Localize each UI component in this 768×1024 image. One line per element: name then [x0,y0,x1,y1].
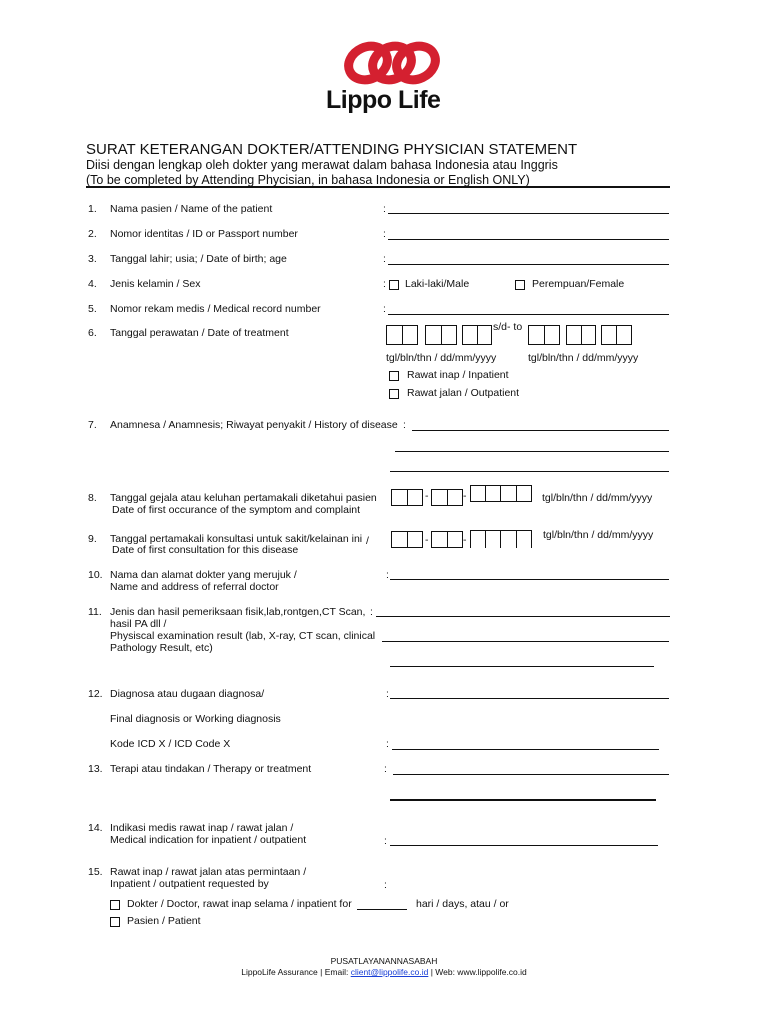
treatment-date-label: Tanggal perawatan / Date of treatment [110,327,289,339]
slash: / [366,535,369,547]
item-number: 15. [88,866,103,878]
date-box-divider [407,531,408,548]
date-box-divider [500,485,501,502]
patient-name-field[interactable] [388,213,669,214]
first-symptom-label-en: Date of first occurance of the symptom and complaint [112,504,361,516]
footer-email-link[interactable]: client@lippolife.co.id [350,967,429,977]
patient-request-checkbox[interactable] [110,917,120,927]
outpatient-option-label: Rawat jalan / Outpatient [407,387,520,399]
item-number: 2. [88,228,97,240]
footer-service-center: PUSATLAYANANNASABAH [330,956,438,966]
date-to-format-hint: tgl/bln/thn / dd/mm/yyyy [528,352,639,364]
colon: : [384,763,387,775]
colon: : [384,835,387,847]
first-symptom-label: Tanggal gejala atau keluhan pertamakali diketahui pasien [110,492,377,504]
item-number: 8. [88,492,97,504]
date-box-divider [441,325,442,345]
referral-doctor-label: Nama dan alamat dokter yang merujuk / [110,569,297,581]
colon: : [370,606,373,618]
male-option-label: Laki-laki/Male [405,278,470,290]
colon: : [384,879,387,891]
exam-result-label-3: Physiscal examination result (lab, X-ray, CT scan, clinical [110,630,376,642]
date-from-format-hint: tgl/bln/thn / dd/mm/yyyy [386,352,497,364]
dob-field[interactable] [388,264,669,265]
patient-request-label: Pasien / Patient [127,915,201,927]
female-option-label: Perempuan/Female [532,278,625,290]
requested-by-label: Rawat inap / rawat jalan atas permintaan / [110,866,307,878]
referral-doctor-field[interactable] [390,579,669,580]
exam-result-field-line-1[interactable] [376,616,670,617]
date-box-divider [485,485,486,502]
date-dash: - [463,490,467,502]
colon: : [383,203,386,215]
colon: : [386,688,389,700]
date-box-divider [516,485,517,502]
form-subtitle-id: Diisi dengan lengkap oleh dokter yang merawat dalam bahasa Indonesia atau Inggris [86,158,558,172]
date-range-separator: s/d- to [493,321,523,333]
form-subtitle-en: (To be completed by Attending Phycisian, in bahasa Indonesia or English ONLY) [86,173,530,187]
diagnosis-label: Diagnosa atau dugaan diagnosa/ [110,688,265,700]
form-title: SURAT KETERANGAN DOKTER/ATTENDING PHYSICIAN STATEMENT [86,141,578,158]
therapy-label: Terapi atau tindakan / Therapy or treatment [110,763,312,775]
male-checkbox[interactable] [389,280,399,290]
history-field-line-1[interactable] [412,430,669,431]
date-dash: - [463,534,467,546]
first-consultation-label-en: Date of first consultation for this disease [112,544,299,556]
date-box-divider [500,531,501,548]
footer-suffix: | Web: www.lippolife.co.id [428,967,527,977]
date-dash: - [425,490,429,502]
date-box-divider [447,489,448,506]
consult-year-box[interactable] [531,531,532,548]
female-checkbox[interactable] [515,280,525,290]
outpatient-checkbox[interactable] [389,389,399,399]
history-label: Anamnesa / Anamnesis; Riwayat penyakit / History of disease [110,419,398,431]
id-number-label: Nomor identitas / ID or Passport number [110,228,298,240]
item-number: 5. [88,303,97,315]
symptom-year-box[interactable] [470,485,532,502]
colon: : [386,738,389,750]
exam-result-label: Jenis dan hasil pemeriksaan fisik,lab,rontgen,CT Scan, [110,606,366,618]
doctor-request-label: Dokter / Doctor, rawat inap selama / inpatient for [127,898,352,910]
doctor-request-label-suffix: hari / days, atau / or [416,898,509,910]
history-field-line-3[interactable] [390,471,669,472]
footer-prefix: LippoLife Assurance | Email: [241,967,351,977]
lippo-life-emblem [322,40,462,86]
inpatient-option-label: Rawat inap / Inpatient [407,369,509,381]
item-number: 1. [88,203,97,215]
inpatient-days-field[interactable] [357,909,407,910]
symptom-date-format-hint: tgl/bln/thn / dd/mm/yyyy [542,492,653,504]
header-rule [86,186,670,188]
lippo-life-wordmark: Lippo Life [326,86,441,114]
colon: : [383,278,386,290]
icd-code-field[interactable] [392,749,659,750]
colon: : [383,228,386,240]
requested-by-label-en: Inpatient / outpatient requested by [110,878,269,890]
dob-label: Tanggal lahir; usia; / Date of birth; age [110,253,287,265]
date-dash: - [425,534,429,546]
exam-result-field-line-3[interactable] [390,666,654,667]
colon: : [383,303,386,315]
item-number: 13. [88,763,103,775]
date-box-divider [447,531,448,548]
date-box-divider [407,489,408,506]
item-number: 7. [88,419,97,431]
item-number: 6. [88,327,97,339]
item-number: 3. [88,253,97,265]
medical-indication-label-en: Medical indication for inpatient / outpatient [110,834,307,846]
medical-record-field[interactable] [388,314,669,315]
item-number: 14. [88,822,103,834]
diagnosis-label-en: Final diagnosis or Working diagnosis [110,713,281,725]
patient-name-label: Nama pasien / Name of the patient [110,203,273,215]
diagnosis-field[interactable] [390,698,669,699]
lippo-life-logo [322,40,462,118]
item-number: 4. [88,278,97,290]
item-number: 11. [88,606,102,618]
history-field-line-2[interactable] [395,451,669,452]
date-box-divider [470,531,471,548]
medical-record-label: Nomor rekam medis / Medical record number [110,303,321,315]
first-consultation-label: Tanggal pertamakali konsultasi untuk sakit/kelainan ini [110,533,363,545]
id-number-field[interactable] [388,239,669,240]
exam-result-label-4: Pathology Result, etc) [110,642,213,654]
inpatient-checkbox[interactable] [389,371,399,381]
medical-indication-label: Indikasi medis rawat inap / rawat jalan / [110,822,294,834]
exam-result-label-2: hasil PA dll / [110,618,167,630]
icd-code-label: Kode ICD X / ICD Code X [110,738,231,750]
date-box-divider [516,531,517,548]
colon: : [403,419,406,431]
doctor-request-checkbox[interactable] [110,900,120,910]
date-box-divider [485,531,486,548]
therapy-field-line-1[interactable] [393,774,669,775]
date-box-divider [544,325,545,345]
exam-result-field-line-2[interactable] [382,641,669,642]
date-box-divider [477,325,478,345]
consult-date-format-hint: tgl/bln/thn / dd/mm/yyyy [543,529,654,541]
footer-contact [0,967,768,977]
referral-doctor-label-en: Name and address of referral doctor [110,581,279,593]
item-number: 9. [88,533,97,545]
item-number: 12. [88,688,103,700]
therapy-field-line-2[interactable] [390,799,656,801]
date-from-day-box [386,325,418,345]
medical-indication-field[interactable] [390,845,658,846]
colon: : [383,253,386,265]
date-box-divider [581,325,582,345]
date-box-divider [616,325,617,345]
consult-year-top [470,530,532,531]
colon: : [386,569,389,581]
item-number: 10. [88,569,103,581]
sex-label: Jenis kelamin / Sex [110,278,201,290]
